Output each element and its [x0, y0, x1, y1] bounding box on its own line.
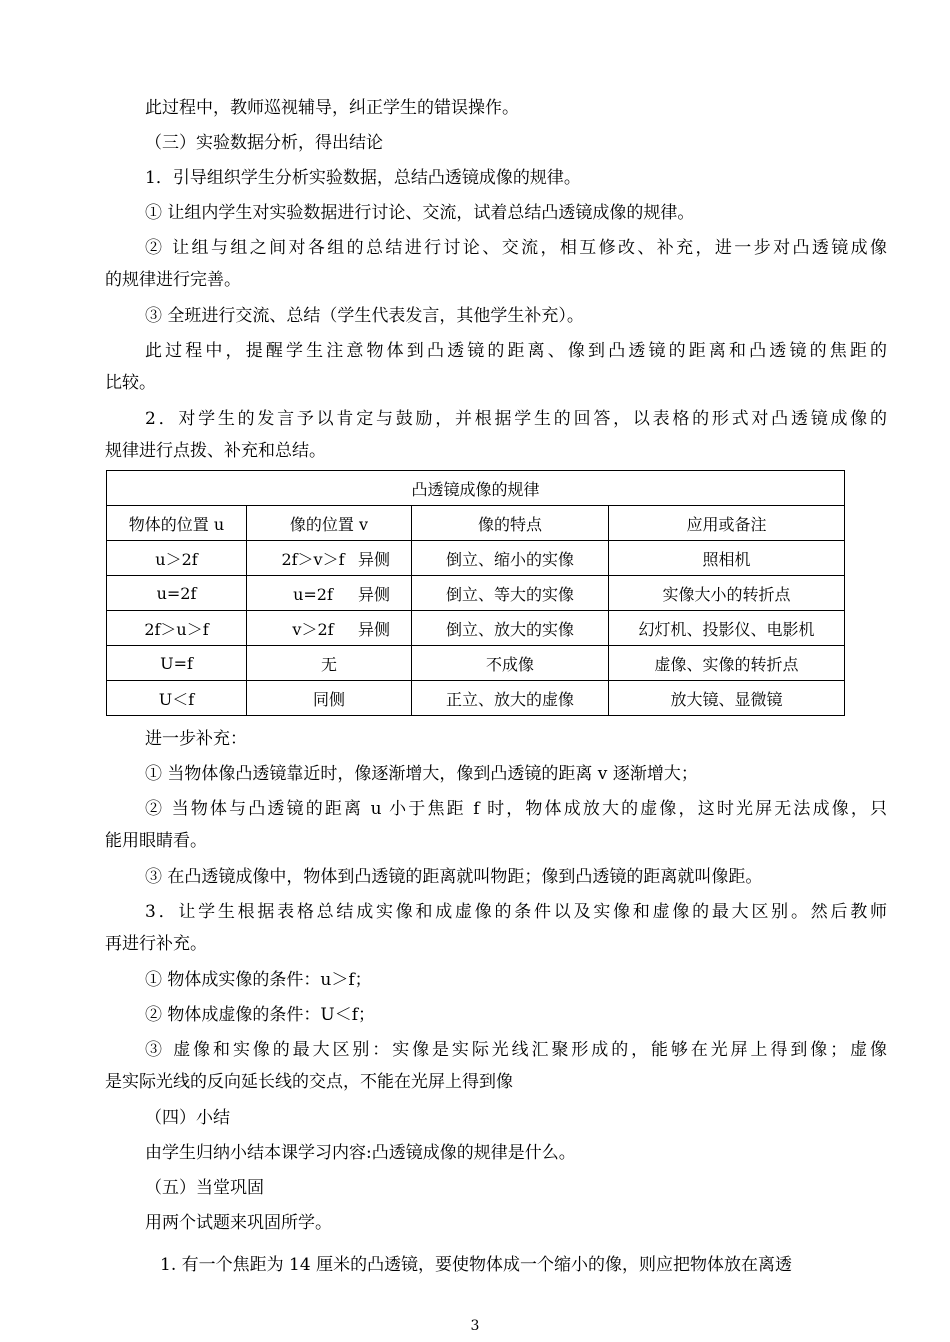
list-item: ① 当物体像凸透镜靠近时，像逐渐增大，像到凸透镜的距离 v 逐渐增大； [145, 764, 698, 784]
exercise-question: 1. 有一个焦距为 14 厘米的凸透镜，要使物体成一个缩小的像，则应把物体放在离透 [160, 1255, 793, 1275]
paragraph: 此过程中，教师巡视辅导，纠正学生的错误操作。 [145, 98, 519, 118]
cell-image-position [247, 611, 412, 646]
cell-object-position: 2f＞u＞f [107, 611, 247, 646]
cell-application: 幻灯机、投影仪、电影机 [609, 611, 845, 646]
image-side: 异侧 [357, 619, 390, 639]
cell-object-position: u＞2f [107, 541, 247, 576]
paragraph: 用两个试题来巩固所学。 [145, 1213, 332, 1233]
list-item: ② 让组与组之间对各组的总结进行讨论、交流，相互修改、补充，进一步对凸透镜成像 [145, 238, 887, 258]
image-position-value: 2f＞v＞f [281, 549, 345, 569]
column-header-object-position: 物体的位置 u [107, 506, 247, 541]
table-row [107, 541, 845, 576]
cell-object-position: U＜f [107, 681, 247, 716]
list-item-continuation: 是实际光线的反向延长线的交点，不能在光屏上得到像 [105, 1072, 513, 1092]
cell-application: 虚像、实像的转折点 [609, 646, 845, 681]
column-header-image-feature: 像的特点 [412, 506, 609, 541]
cell-image-feature: 不成像 [412, 646, 609, 681]
paragraph-continuation: 再进行补充。 [105, 934, 207, 954]
table-title-row [107, 471, 845, 506]
paragraph: 1．引导组织学生分析实验数据，总结凸透镜成像的规律。 [145, 168, 581, 188]
cell-image-position: 同侧 [247, 681, 412, 716]
imaging-rules-table [106, 470, 845, 716]
table-row [107, 681, 845, 716]
list-item: ② 当物体与凸透镜的距离 u 小于焦距 f 时，物体成放大的虚像，这时光屏无法成像，只 [145, 799, 887, 819]
paragraph-continuation: 规律进行点拨、补充和总结。 [105, 441, 326, 461]
paragraph: 此过程中，提醒学生注意物体到凸透镜的距离、像到凸透镜的距离和凸透镜的焦距的 [145, 341, 887, 361]
cell-image-feature: 倒立、等大的实像 [412, 576, 609, 611]
cell-image-position: 无 [247, 646, 412, 681]
cell-image-feature: 正立、放大的虚像 [412, 681, 609, 716]
list-item: ③ 在凸透镜成像中，物体到凸透镜的距离就叫物距；像到凸透镜的距离就叫像距。 [145, 867, 763, 887]
list-item: ① 让组内学生对实验数据进行讨论、交流，试着总结凸透镜成像的规律。 [145, 203, 695, 223]
cell-application: 实像大小的转折点 [609, 576, 845, 611]
table-row [107, 646, 845, 681]
list-item: ③ 虚像和实像的最大区别：实像是实际光线汇聚形成的，能够在光屏上得到像；虚像 [145, 1040, 887, 1060]
paragraph: 3．让学生根据表格总结成实像和成虚像的条件以及实像和虚像的最大区别。然后教师 [145, 902, 887, 922]
table-header-row [107, 506, 845, 541]
image-side: 异侧 [357, 584, 390, 604]
cell-image-position [247, 576, 412, 611]
cell-image-feature: 倒立、缩小的实像 [412, 541, 609, 576]
table-title: 凸透镜成像的规律 [107, 471, 845, 506]
cell-object-position: U=f [107, 646, 247, 681]
list-item-continuation: 的规律进行完善。 [105, 270, 241, 290]
paragraph: 2．对学生的发言予以肯定与鼓励，并根据学生的回答，以表格的形式对凸透镜成像的 [145, 409, 887, 429]
image-position-value: u=2f [293, 584, 333, 604]
list-item: ① 物体成实像的条件：u＞f； [145, 970, 372, 990]
cell-image-feature: 倒立、放大的实像 [412, 611, 609, 646]
list-item-continuation: 能用眼睛看。 [105, 831, 207, 851]
list-item: ② 物体成虚像的条件：U＜f； [145, 1005, 376, 1025]
table-row [107, 611, 845, 646]
cell-object-position: u=2f [107, 576, 247, 611]
column-header-image-position: 像的位置 v [247, 506, 412, 541]
paragraph-continuation: 比较。 [105, 373, 156, 393]
page-number: 3 [470, 1318, 480, 1334]
cell-image-position [247, 541, 412, 576]
image-side: 异侧 [357, 549, 390, 569]
image-position-value: v＞2f [292, 619, 334, 639]
list-item: ③ 全班进行交流、总结（学生代表发言，其他学生补充）。 [145, 306, 584, 326]
cell-application: 照相机 [609, 541, 845, 576]
section-heading: （五）当堂巩固 [145, 1178, 264, 1198]
paragraph: 由学生归纳小结本课学习内容:凸透镜成像的规律是什么。 [145, 1143, 576, 1163]
section-heading: （三）实验数据分析，得出结论 [145, 133, 383, 153]
table-row [107, 576, 845, 611]
column-header-application: 应用或备注 [609, 506, 845, 541]
cell-application: 放大镜、显微镜 [609, 681, 845, 716]
paragraph: 进一步补充： [145, 729, 247, 749]
section-heading: （四）小结 [145, 1108, 230, 1128]
